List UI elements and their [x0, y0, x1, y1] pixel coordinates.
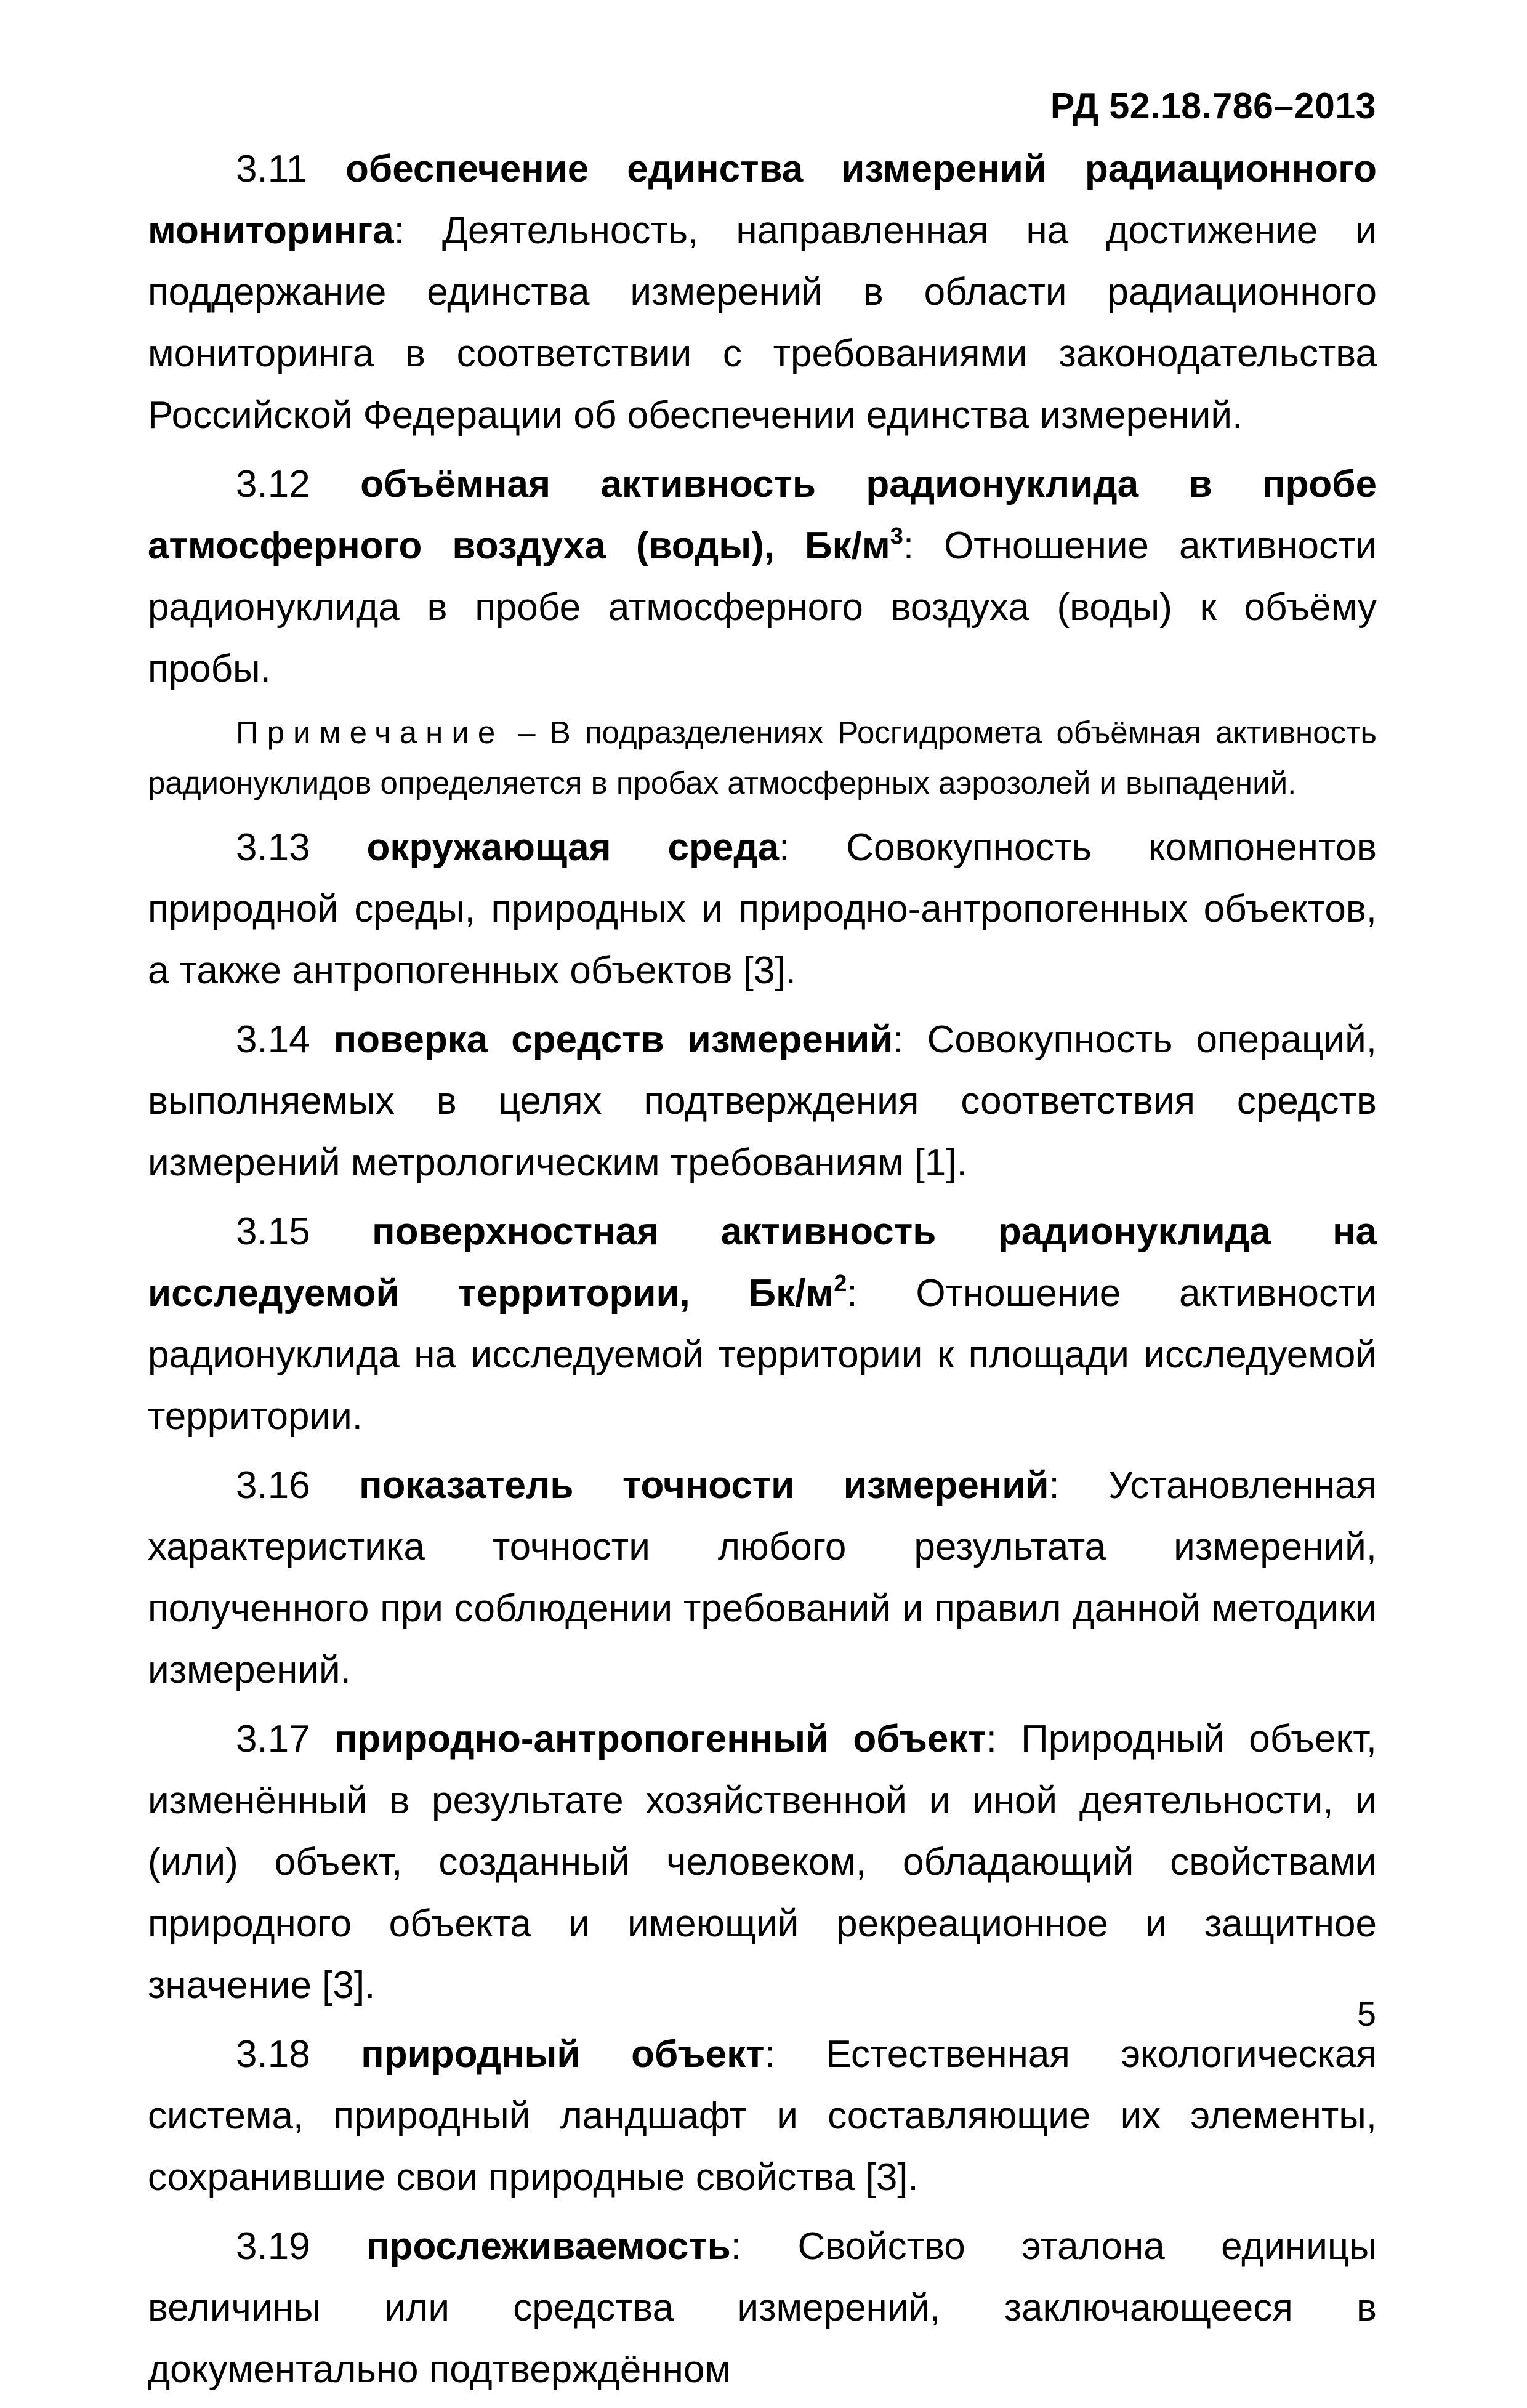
term-entry-3-16 [148, 1455, 1377, 1701]
term-entry-3-12 [148, 454, 1377, 700]
term-number: 3.15 [236, 1210, 310, 1253]
term-definition: : Отношение активности радионуклида на исследуемой территории к площади исследуемой территории. [148, 1272, 1377, 1438]
term-unit-exponent: 2 [834, 1271, 847, 1297]
term-entry-3-11 [148, 139, 1377, 446]
term-title: природный объект [361, 2033, 765, 2076]
term-definition: : Естественная экологическая система, природный ландшафт и составляющие их элементы, сохранившие свои природные свойства [3]. [148, 2033, 1377, 2199]
note-label: Примечание [236, 715, 504, 750]
term-entry-3-17 [148, 1709, 1377, 2016]
page-number: 5 [1356, 1994, 1376, 2033]
term-title: поверхностная активность радионуклида на исследуемой территории, Бк/м [148, 1210, 1377, 1315]
document-code: РД 52.18.786–2013 [1050, 86, 1376, 126]
term-number: 3.18 [236, 2033, 310, 2076]
note-block [148, 707, 1377, 808]
term-title: обеспечение единства измерений радиационного мониторинга [148, 148, 1377, 252]
note-text: В подразделениях Росгидромета объёмная активность радионуклидов определяется в пробах атмосферных аэрозолей и выпадений. [148, 715, 1377, 800]
term-definition: : Свойство эталона единицы величины или средства измерений, заключающееся в документально подтверждённом [148, 2225, 1377, 2391]
term-number: 3.14 [236, 1018, 310, 1061]
term-title: показатель точности измерений [359, 1464, 1049, 1507]
term-unit-exponent: 3 [890, 523, 903, 549]
term-title: поверка средств измерений [333, 1018, 893, 1061]
term-entry-3-13 [148, 817, 1377, 1002]
note-dash: – [504, 715, 550, 750]
term-number: 3.12 [236, 463, 310, 505]
document-body [148, 139, 1377, 2408]
term-entry-3-14 [148, 1009, 1377, 1194]
term-entry-3-19 [148, 2216, 1377, 2401]
term-definition: : Деятельность, направленная на достижение и поддержание единства измерений в области радиационного мониторинга в соответствии с требованиями законодательства Российской Федерации об обеспечении единства измерений. [148, 209, 1377, 437]
term-definition: : Природный объект, изменённый в результате хозяйственной и иной деятельности, и (или) объект, созданный человеком, обладающий свойствами природного объекта и имеющий рекреационное и защитное значение [3]. [148, 1718, 1377, 2007]
term-entry-3-15 [148, 1201, 1377, 1448]
term-title: прослеживаемость [366, 2225, 731, 2268]
term-number: 3.16 [236, 1464, 310, 1507]
term-number: 3.11 [236, 148, 308, 190]
term-title: окружающая среда [366, 826, 780, 869]
term-definition: : Отношение активности радионуклида в пробе атмосферного воздуха (воды) к объёму пробы. [148, 525, 1377, 690]
term-title: объёмная активность радионуклида в пробе атмосферного воздуха (воды), Бк/м [148, 463, 1377, 567]
term-number: 3.13 [236, 826, 310, 869]
term-entry-3-18 [148, 2024, 1377, 2209]
term-title: природно-антропогенный объект [334, 1718, 986, 1760]
term-definition: : Совокупность компонентов природной среды, природных и природно-антропогенных объектов, а также антропогенных объектов [3]. [148, 826, 1377, 992]
term-number: 3.17 [236, 1718, 310, 1760]
term-number: 3.19 [236, 2225, 310, 2268]
term-definition: : Совокупность операций, выполняемых в целях подтверждения соответствия средств измерений метрологическим требованиям [1]. [148, 1018, 1377, 1184]
term-definition: : Установленная характеристика точности любого результата измерений, полученного при соблюдении требований и правил данной методики измерений. [148, 1464, 1377, 1691]
